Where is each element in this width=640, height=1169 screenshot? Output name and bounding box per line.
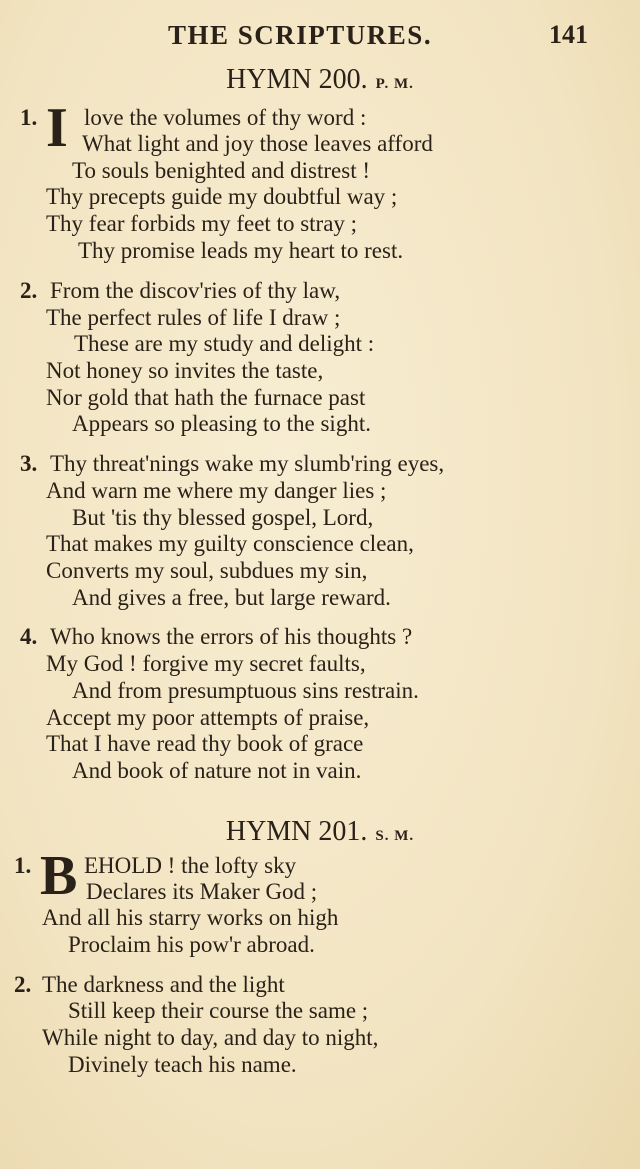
hymn-200-meter: P. M. xyxy=(375,76,414,92)
verse-line: Declares its Maker God ; xyxy=(86,879,318,904)
verse-line: From the discov'ries of thy law, xyxy=(50,278,341,303)
verse-line: But 'tis thy blessed gospel, Lord, xyxy=(72,505,374,530)
verse-line: And book of nature not in vain. xyxy=(72,758,362,783)
hymn-200-title xyxy=(0,64,640,96)
verse-line: Nor gold that hath the furnace past xyxy=(46,385,366,410)
verse-line: My God ! forgive my secret faults, xyxy=(46,651,366,676)
stanza-number: 3. xyxy=(20,451,38,476)
stanza-number: 4. xyxy=(20,624,38,649)
verse-line: Converts my soul, subdues my sin, xyxy=(46,558,368,583)
verse-line: To souls benighted and distrest ! xyxy=(72,158,370,183)
verse-line: Not honey so invites the taste, xyxy=(46,358,324,383)
verse-line: Still keep their course the same ; xyxy=(68,998,369,1023)
verse-line: Thy precepts guide my doubtful way ; xyxy=(46,184,398,209)
verse-line: That makes my guilty conscience clean, xyxy=(46,531,414,556)
drop-cap: B xyxy=(40,845,78,907)
verse-line: That I have read thy book of grace xyxy=(46,731,364,756)
hymn-201-heading: HYMN 201. xyxy=(225,816,368,847)
verse-line: Thy threat'nings wake my slumb'ring eyes, xyxy=(50,451,445,476)
verse-line: Proclaim his pow'r abroad. xyxy=(68,932,315,957)
verse-line: Appears so pleasing to the sight. xyxy=(72,411,371,436)
verse-line: The perfect rules of life I draw ; xyxy=(46,305,341,330)
stanza-number: 1. xyxy=(14,853,32,878)
verse-line: While night to day, and day to night, xyxy=(42,1025,379,1050)
verse-line: Accept my poor attempts of praise, xyxy=(46,705,370,730)
verse-line: And from presumptuous sins restrain. xyxy=(72,678,419,703)
verse-line: And gives a free, but large reward. xyxy=(72,585,391,610)
drop-cap: I xyxy=(46,97,68,159)
hymn-201-title xyxy=(0,816,640,848)
verse-line: The darkness and the light xyxy=(42,972,285,997)
verse-line: And all his starry works on high xyxy=(42,905,339,930)
running-head xyxy=(0,18,640,54)
stanza-number: 2. xyxy=(20,278,38,303)
hymn-200-heading: HYMN 200. xyxy=(226,64,368,95)
verse-line: Thy fear forbids my feet to stray ; xyxy=(46,211,358,236)
stanza-number: 1. xyxy=(20,105,38,130)
page-number: 141 xyxy=(549,20,588,49)
verse-line: Thy promise leads my heart to rest. xyxy=(78,238,404,263)
verse-line: EHOLD ! the lofty sky xyxy=(84,853,297,878)
verse-line: And warn me where my danger lies ; xyxy=(46,478,387,503)
verse-line: love the volumes of thy word : xyxy=(84,105,367,130)
verse-line: Who knows the errors of his thoughts ? xyxy=(50,624,413,649)
hymn-201-meter: S. M. xyxy=(375,828,415,844)
verse-line: Divinely teach his name. xyxy=(68,1052,297,1077)
running-title: THE SCRIPTURES. xyxy=(168,20,433,50)
verse-line: What light and joy those leaves afford xyxy=(82,131,433,156)
verse-line: These are my study and delight : xyxy=(74,331,375,356)
stanza-number: 2. xyxy=(14,972,32,997)
